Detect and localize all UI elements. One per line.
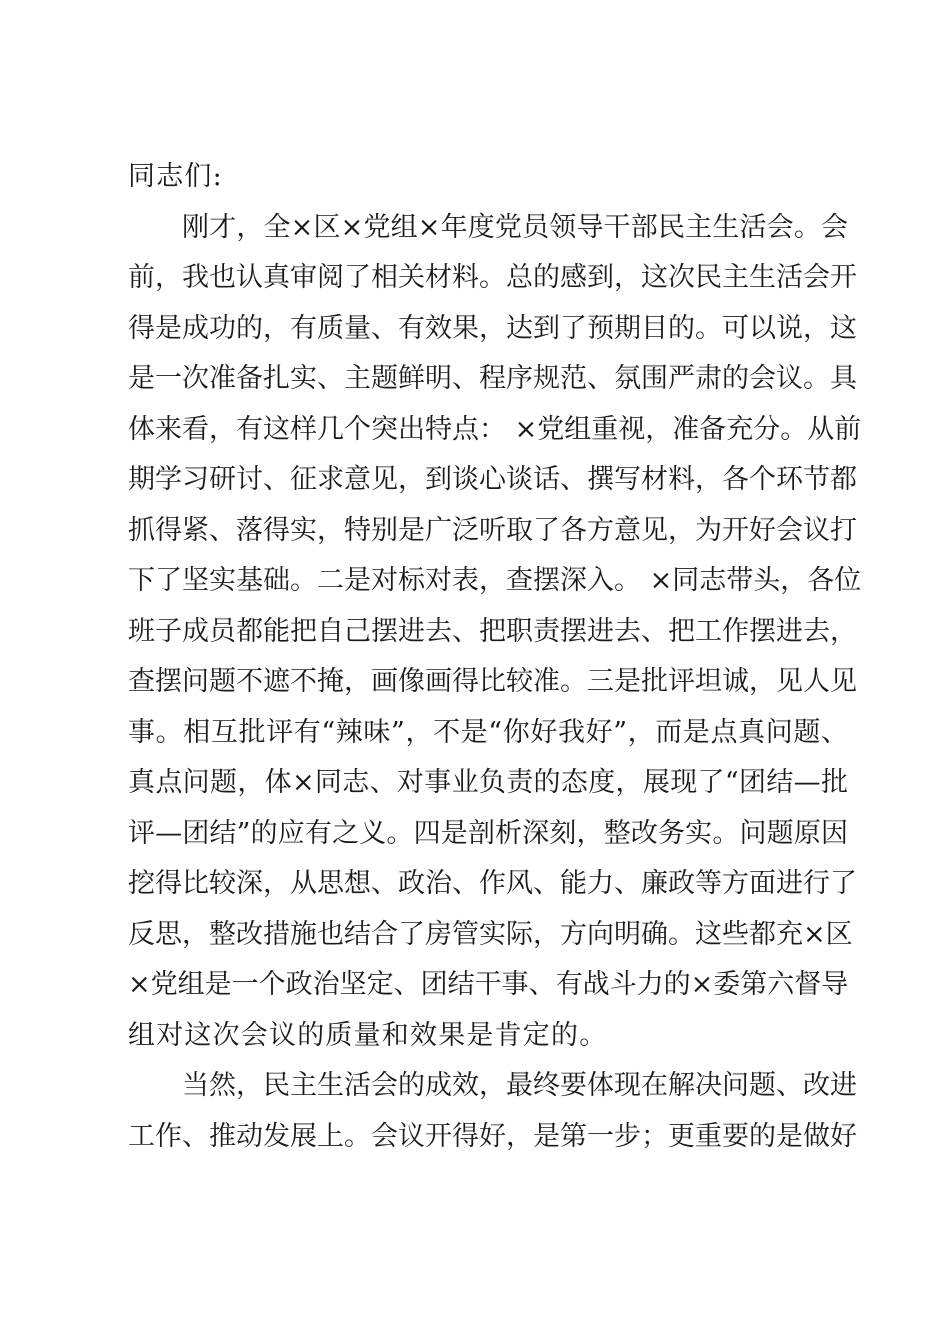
speech-text <box>128 152 862 1162</box>
paragraph-1-line: 体来看，有这样几个突出特点： ×党组重视，准备充分。从前 <box>128 413 862 445</box>
paragraph-1-line: 期学习研讨、征求意见，到谈心谈话、撰写材料，各个环节都 <box>128 464 857 495</box>
paragraph-1-line: 下了坚实基础。二是对标对表，查摆深入。 ×同志带头，各位 <box>128 565 862 596</box>
paragraph-1-line: 组对这次会议的质量和效果是肯定的。 <box>128 1019 608 1051</box>
paragraph-1-line: 抓得紧、落得实，特别是广泛听取了各方意见，为开好会议打 <box>128 514 857 546</box>
paragraph-2-line: 当然，民主生活会的成效，最终要体现在解决问题、改进 <box>182 1070 857 1101</box>
paragraph-1-line: 评—团结”的应有之义。四是剖析深刻，整改务实。问题原因 <box>128 817 848 849</box>
paragraph-1-line: 事。相互批评有“辣味”，不是“你好我好”，而是点真问题、 <box>128 716 848 748</box>
paragraph-1-line: 是一次准备扎实、主题鲜明、程序规范、氛围严肃的会议。具 <box>128 363 857 394</box>
paragraph-1-line: 前，我也认真审阅了相关材料。总的感到，这次民主生活会开 <box>128 262 857 293</box>
paragraph-1-line: ×党组是一个政治坚定、团结干事、有战斗力的×委第六督导 <box>128 969 849 1000</box>
paragraph-1-line: 挖得比较深，从思想、政治、作风、能力、廉政等方面进行了 <box>128 868 857 899</box>
paragraph-1-line: 刚才，全×区×党组×年度党员领导干部民主生活会。会 <box>182 211 848 243</box>
paragraph-1-line: 查摆问题不遮不掩，画像画得比较准。三是批评坦诚，见人见 <box>128 666 857 697</box>
paragraph-1-line: 得是成功的，有质量、有效果，达到了预期目的。可以说，这 <box>128 312 857 344</box>
paragraph-1-line: 班子成员都能把自己摆进去、把职责摆进去、把工作摆进去， <box>128 615 857 647</box>
paragraph-1-line: 反思，整改措施也结合了房管实际，方向明确。这些都充×区 <box>128 918 853 950</box>
paragraph-1-line: 真点问题，体×同志、对事业负责的态度，展现了“团结—批 <box>128 767 848 798</box>
paragraph-2-line: 工作、推动发展上。会议开得好，是第一步；更重要的是做好 <box>128 1120 857 1152</box>
salutation: 同志们: <box>128 161 223 192</box>
